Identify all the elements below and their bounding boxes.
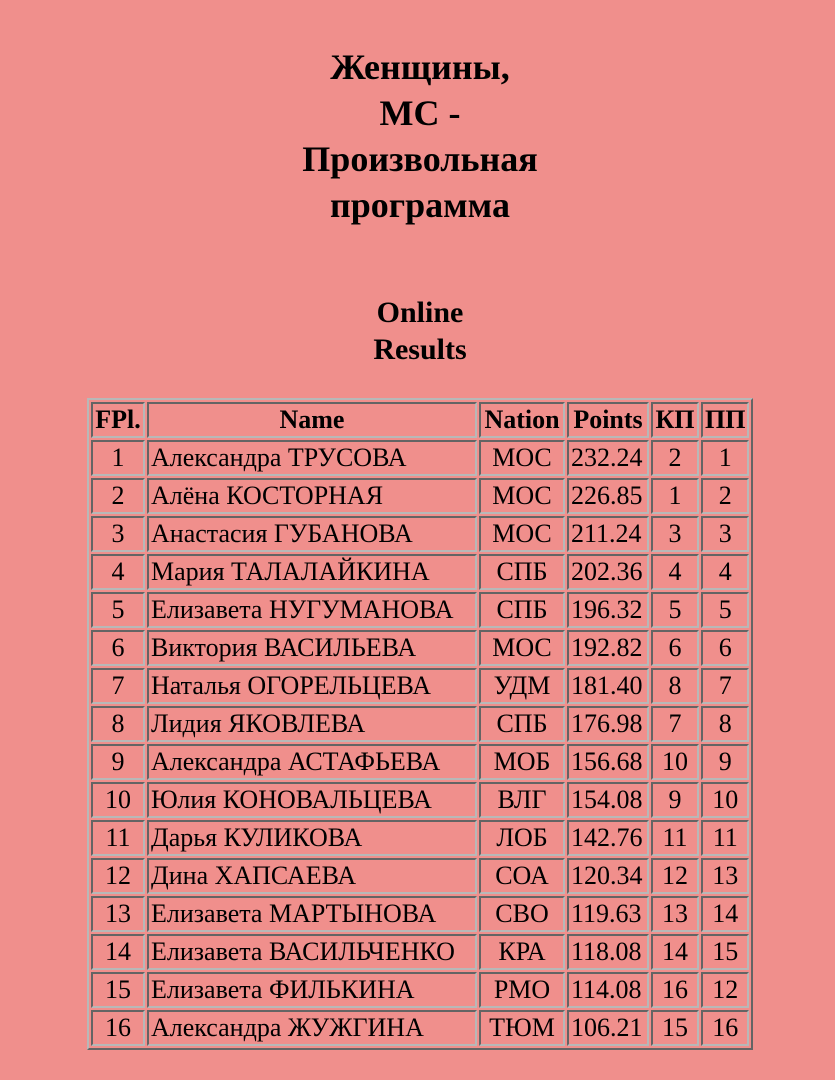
- cell-points: 118.08: [567, 934, 649, 970]
- cell-name: Дарья КУЛИКОВА: [147, 820, 477, 856]
- cell-pp: 16: [701, 1010, 749, 1046]
- table-row: [91, 744, 749, 780]
- cell-pp: 3: [701, 516, 749, 552]
- results-table: [87, 398, 753, 1050]
- cell-points: 232.24: [567, 440, 649, 476]
- cell-pp: 11: [701, 820, 749, 856]
- table-row: [91, 440, 749, 476]
- page-title: [0, 44, 835, 228]
- cell-nation: ЛОБ: [479, 820, 565, 856]
- cell-nation: СПБ: [479, 592, 565, 628]
- cell-fpl: 12: [91, 858, 145, 894]
- cell-kp: 9: [651, 782, 699, 818]
- cell-fpl: 7: [91, 668, 145, 704]
- title-line: программа: [330, 185, 510, 225]
- cell-nation: МОС: [479, 630, 565, 666]
- table-row: [91, 630, 749, 666]
- table-row: [91, 592, 749, 628]
- results-body: [91, 440, 749, 1046]
- cell-name: Наталья ОГОРЕЛЬЦЕВА: [147, 668, 477, 704]
- cell-points: 142.76: [567, 820, 649, 856]
- cell-points: 119.63: [567, 896, 649, 932]
- cell-name: Елизавета НУГУМАНОВА: [147, 592, 477, 628]
- cell-nation: КРА: [479, 934, 565, 970]
- cell-fpl: 6: [91, 630, 145, 666]
- table-header-row: [91, 402, 749, 438]
- cell-name: Анастасия ГУБАНОВА: [147, 516, 477, 552]
- cell-fpl: 2: [91, 478, 145, 514]
- cell-pp: 14: [701, 896, 749, 932]
- cell-fpl: 1: [91, 440, 145, 476]
- cell-name: Елизавета МАРТЫНОВА: [147, 896, 477, 932]
- cell-pp: 5: [701, 592, 749, 628]
- cell-nation: ТЮМ: [479, 1010, 565, 1046]
- cell-kp: 5: [651, 592, 699, 628]
- cell-points: 114.08: [567, 972, 649, 1008]
- header-fpl: FPl.: [91, 402, 145, 438]
- cell-kp: 2: [651, 440, 699, 476]
- cell-kp: 11: [651, 820, 699, 856]
- cell-name: Елизавета ФИЛЬКИНА: [147, 972, 477, 1008]
- cell-pp: 2: [701, 478, 749, 514]
- cell-points: 176.98: [567, 706, 649, 742]
- cell-nation: СОА: [479, 858, 565, 894]
- header-points: Points: [567, 402, 649, 438]
- cell-nation: МОБ: [479, 744, 565, 780]
- table-row: [91, 972, 749, 1008]
- cell-kp: 4: [651, 554, 699, 590]
- cell-pp: 13: [701, 858, 749, 894]
- subtitle-line: Online: [376, 296, 464, 329]
- cell-points: 226.85: [567, 478, 649, 514]
- title-line: Произвольная: [302, 139, 538, 179]
- cell-name: Мария ТАЛАЛАЙКИНА: [147, 554, 477, 590]
- cell-pp: 1: [701, 440, 749, 476]
- cell-fpl: 14: [91, 934, 145, 970]
- cell-fpl: 3: [91, 516, 145, 552]
- cell-nation: МОС: [479, 478, 565, 514]
- cell-nation: СПБ: [479, 554, 565, 590]
- cell-name: Юлия КОНОВАЛЬЦЕВА: [147, 782, 477, 818]
- title-line: МС -: [379, 93, 461, 133]
- cell-fpl: 9: [91, 744, 145, 780]
- cell-pp: 12: [701, 972, 749, 1008]
- table-row: [91, 516, 749, 552]
- cell-pp: 7: [701, 668, 749, 704]
- cell-points: 196.32: [567, 592, 649, 628]
- cell-name: Дина ХАПСАЕВА: [147, 858, 477, 894]
- cell-kp: 12: [651, 858, 699, 894]
- header-pp: ПП: [701, 402, 749, 438]
- header-kp: КП: [651, 402, 699, 438]
- table-row: [91, 820, 749, 856]
- cell-kp: 1: [651, 478, 699, 514]
- cell-nation: МОС: [479, 440, 565, 476]
- cell-points: 106.21: [567, 1010, 649, 1046]
- cell-kp: 8: [651, 668, 699, 704]
- table-row: [91, 782, 749, 818]
- cell-fpl: 10: [91, 782, 145, 818]
- cell-nation: УДМ: [479, 668, 565, 704]
- cell-name: Александра ЖУЖГИНА: [147, 1010, 477, 1046]
- cell-kp: 7: [651, 706, 699, 742]
- table-row: [91, 668, 749, 704]
- subtitle-line: Results: [373, 333, 467, 366]
- cell-nation: МОС: [479, 516, 565, 552]
- cell-kp: 10: [651, 744, 699, 780]
- cell-points: 154.08: [567, 782, 649, 818]
- cell-fpl: 5: [91, 592, 145, 628]
- cell-pp: 9: [701, 744, 749, 780]
- table-row: [91, 554, 749, 590]
- cell-kp: 15: [651, 1010, 699, 1046]
- cell-points: 202.36: [567, 554, 649, 590]
- cell-pp: 6: [701, 630, 749, 666]
- cell-kp: 13: [651, 896, 699, 932]
- cell-fpl: 16: [91, 1010, 145, 1046]
- cell-name: Виктория ВАСИЛЬЕВА: [147, 630, 477, 666]
- cell-points: 156.68: [567, 744, 649, 780]
- cell-name: Елизавета ВАСИЛЬЧЕНКО: [147, 934, 477, 970]
- cell-fpl: 4: [91, 554, 145, 590]
- cell-pp: 10: [701, 782, 749, 818]
- header-nation: Nation: [479, 402, 565, 438]
- cell-nation: ВЛГ: [479, 782, 565, 818]
- table-row: [91, 478, 749, 514]
- cell-fpl: 11: [91, 820, 145, 856]
- cell-points: 192.82: [567, 630, 649, 666]
- cell-kp: 14: [651, 934, 699, 970]
- cell-kp: 6: [651, 630, 699, 666]
- table-row: [91, 706, 749, 742]
- cell-pp: 8: [701, 706, 749, 742]
- cell-nation: РМО: [479, 972, 565, 1008]
- cell-fpl: 13: [91, 896, 145, 932]
- cell-kp: 3: [651, 516, 699, 552]
- cell-name: Лидия ЯКОВЛЕВА: [147, 706, 477, 742]
- table-row: [91, 1010, 749, 1046]
- cell-nation: СВО: [479, 896, 565, 932]
- cell-pp: 15: [701, 934, 749, 970]
- table-row: [91, 934, 749, 970]
- table-row: [91, 858, 749, 894]
- cell-points: 211.24: [567, 516, 649, 552]
- cell-name: Александра ТРУСОВА: [147, 440, 477, 476]
- page-subtitle: [0, 294, 835, 368]
- cell-points: 181.40: [567, 668, 649, 704]
- title-line: Женщины,: [330, 47, 510, 87]
- cell-nation: СПБ: [479, 706, 565, 742]
- cell-points: 120.34: [567, 858, 649, 894]
- cell-kp: 16: [651, 972, 699, 1008]
- cell-pp: 4: [701, 554, 749, 590]
- cell-fpl: 15: [91, 972, 145, 1008]
- cell-name: Алёна КОСТОРНАЯ: [147, 478, 477, 514]
- cell-name: Александра АСТАФЬЕВА: [147, 744, 477, 780]
- header-name: Name: [147, 402, 477, 438]
- cell-fpl: 8: [91, 706, 145, 742]
- table-row: [91, 896, 749, 932]
